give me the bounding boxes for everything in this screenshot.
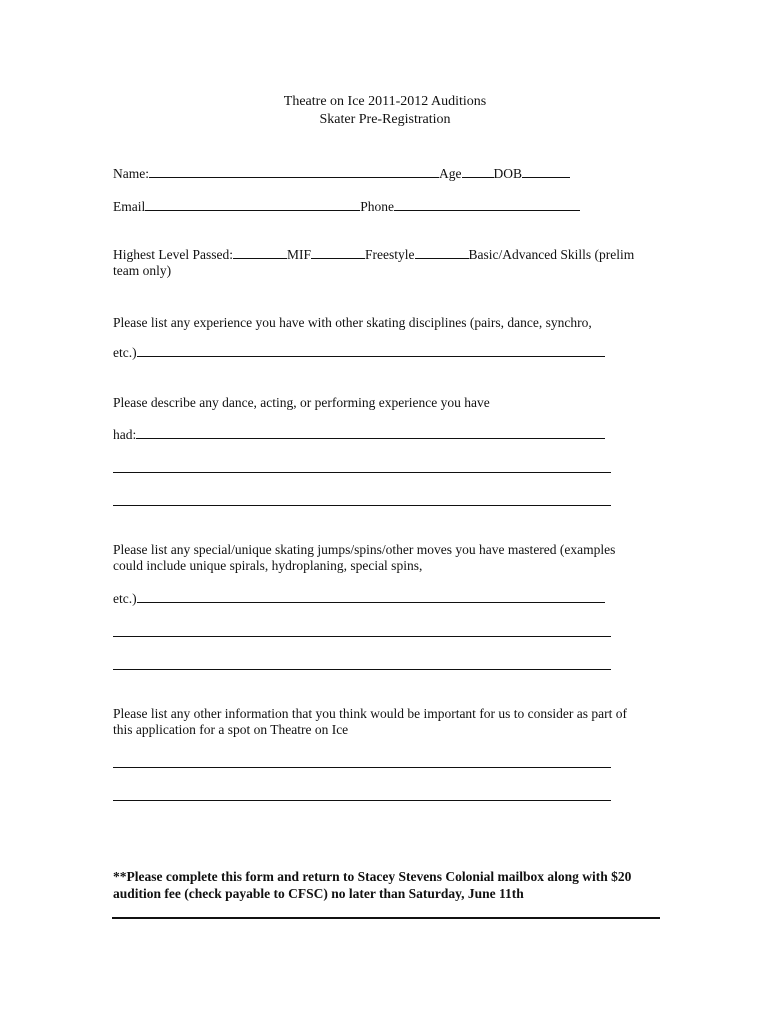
name-row <box>113 166 570 182</box>
question-other-information: Please list any other information that you think would be important for us to consider as part of <box>113 706 628 721</box>
level-row <box>113 247 634 263</box>
name-label: Name: <box>113 166 149 181</box>
other-information-line-2[interactable] <box>113 800 611 801</box>
special-moves-line-2[interactable] <box>113 636 611 637</box>
email-field[interactable] <box>145 199 360 211</box>
form-title: Theatre on Ice 2011-2012 Auditions <box>283 94 487 109</box>
performing-experience-line-3[interactable] <box>113 505 611 506</box>
performing-experience-field[interactable] <box>136 427 605 439</box>
level-row-continued: team only) <box>113 263 172 278</box>
age-label: Age <box>439 166 462 181</box>
question-other-information-line2: this application for a spot on Theatre on Ice <box>113 722 349 737</box>
special-moves-field[interactable] <box>137 591 605 603</box>
age-field[interactable] <box>462 166 494 178</box>
mif-label: MIF <box>286 247 311 262</box>
question-special-moves-line2: could include unique spirals, hydroplaning, special spins, <box>113 558 423 573</box>
name-field[interactable] <box>149 166 439 178</box>
other-information-line-1[interactable] <box>113 767 611 768</box>
level-field[interactable] <box>233 247 287 259</box>
dob-field[interactable] <box>522 166 570 178</box>
email-label: Email <box>113 199 146 214</box>
phone-field[interactable] <box>394 199 580 211</box>
question-performing-experience-line2: had: <box>113 427 605 443</box>
submission-instructions: **Please complete this form and return to Stacey Stevens Colonial mailbox along with $20 <box>113 869 632 884</box>
level-label: Highest Level Passed: <box>113 247 233 262</box>
freestyle-field[interactable] <box>415 247 469 259</box>
basic-advanced-label: Basic/Advanced Skills (prelim <box>468 247 635 262</box>
performing-experience-line-2[interactable] <box>113 472 611 473</box>
footer-divider <box>112 917 660 919</box>
phone-label: Phone <box>360 199 394 214</box>
question-skating-disciplines-line2: etc.) <box>113 345 605 361</box>
mif-field[interactable] <box>311 247 365 259</box>
question-special-moves: Please list any special/unique skating jumps/spins/other moves you have mastered (examples <box>113 542 616 557</box>
question-skating-disciplines: Please list any experience you have with other skating disciplines (pairs, dance, synchro, <box>113 315 592 330</box>
email-row <box>113 199 580 215</box>
question-special-moves-line3: etc.) <box>113 591 605 607</box>
freestyle-label: Freestyle <box>365 247 415 262</box>
skating-disciplines-field[interactable] <box>137 345 605 357</box>
special-moves-line-3[interactable] <box>113 669 611 670</box>
submission-instructions-line2: audition fee (check payable to CFSC) no later than Saturday, June 11th <box>113 886 524 901</box>
form-subtitle: Skater Pre-Registration <box>319 112 451 127</box>
question-performing-experience: Please describe any dance, acting, or performing experience you have <box>113 395 490 410</box>
dob-label: DOB <box>493 166 523 181</box>
